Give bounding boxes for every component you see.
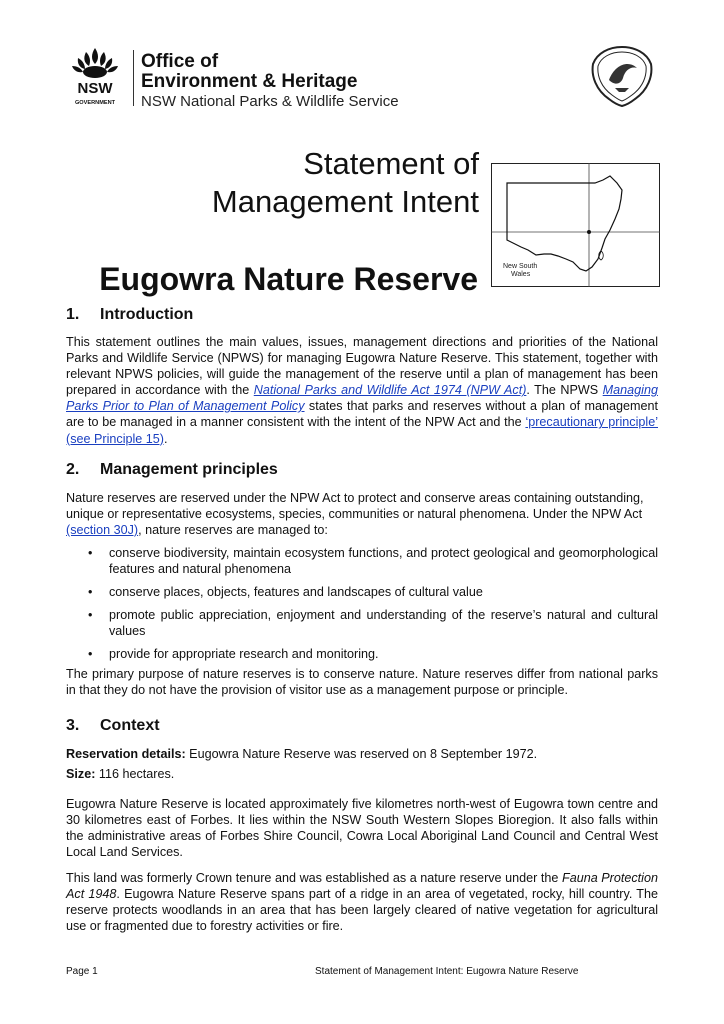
list-item: • conserve biodiversity, maintain ecosystem functions, and protect geological and geomorphological features and natural phenomena	[88, 546, 658, 577]
section-title: Context	[100, 717, 160, 734]
managing-parks-policy-link[interactable]: Managing Parks Prior to Plan of Management Policy	[66, 383, 658, 414]
npws-emblem-icon	[585, 44, 659, 108]
reserve-title: Eugowra Nature Reserve	[99, 261, 478, 297]
context-location-paragraph: Eugowra Nature Reserve is located approximately five kilometres north-west of Eugowra town centre and 30 kilometres east of Forbes. It lies within the NSW South Western Slopes Bioregion. It also falls within the administrative areas of Forbes Shire Council, Cowra Local Aboriginal Land Council and Central West Local Land Services.	[66, 797, 658, 860]
nsw-government-logo	[66, 44, 124, 108]
context-history-paragraph: This land was formerly Crown tenure and was established as a nature reserve under the Fauna Protection Act 1948. Eugowra Nature Reserve spans part of a ridge in an area of vegetated, rocky, hill country. The reserve protects woodlands in an area that has been largely cleared of native vegetation for agricultural use or fragmented due to forestry activities or fire.	[66, 871, 658, 934]
footer-document-title: Statement of Management Intent: Eugowra Nature Reserve	[315, 966, 579, 977]
section-heading-management-principles	[66, 460, 278, 480]
principles-paragraph: Nature reserves are reserved under the NPW Act to protect and conserve areas containing outstanding, unique or representative ecosystems, species, communities or natural phenomena. Under the NPW Act (section 30J), nature reserves are managed to:	[66, 491, 644, 538]
size-label: Size:	[66, 767, 96, 781]
svg-text:Wales: Wales	[511, 271, 531, 278]
introduction-paragraph: This statement outlines the main values, issues, management directions and priorities of the National Parks and Wildlife Service (NPWS) for managing Eugowra Nature Reserve. This statement, together with relevant NPWS policies, will guide the management of the reserve until a plan of management has been prepared in accordance with the National Parks and Wildlife Act 1974 (NPW Act). The NPWS Managing Parks Prior to Plan of Management Policy states that parks and reserves without a plan of management are to be managed in a manner consistent with the intent of the NPW Act and the ‘precautionary principle’ (see Principle 15).	[66, 335, 659, 446]
principles-purpose-paragraph: The primary purpose of nature reserves is to conserve nature. Nature reserves differ from national parks in that they do not have the provision of visitor use as a management purpose or principle.	[66, 667, 658, 698]
document-title-line2: Management Intent	[211, 184, 479, 219]
list-item: • provide for appropriate research and monitoring.	[88, 647, 379, 662]
fauna-act-reference: Fauna Protection Act 1948	[66, 871, 658, 902]
header-divider	[133, 50, 134, 106]
document-title-line1: Statement of	[303, 146, 479, 181]
precautionary-principle-link[interactable]: ‘precautionary principle’ (see Principle 15)	[66, 415, 658, 446]
principles-bullet-list	[88, 545, 658, 670]
section-title: Management principles	[100, 461, 278, 478]
bullet-icon: •	[88, 585, 93, 600]
svg-text:NSW: NSW	[77, 80, 113, 97]
list-item: • conserve places, objects, features and landscapes of cultural value	[88, 585, 483, 600]
org-name-line2: Environment & Heritage	[141, 71, 358, 92]
document-title	[212, 145, 479, 221]
reserve-size: Size: 116 hectares.	[66, 767, 175, 781]
bullet-icon: •	[88, 647, 93, 662]
section-title: Introduction	[100, 306, 194, 323]
npws-seal	[585, 44, 659, 108]
list-item: • promote public appreciation, enjoyment and understanding of the reserve’s natural and cultural values	[88, 608, 658, 639]
bullet-icon: •	[88, 546, 93, 560]
reservation-details: Reservation details: Eugowra Nature Reserve was reserved on 8 September 1972.	[66, 747, 538, 761]
reservation-label: Reservation details:	[66, 747, 186, 761]
section-30j-link[interactable]: (section 30J)	[66, 523, 139, 538]
section-number: 2.	[66, 461, 80, 478]
bullet-icon: •	[88, 608, 93, 623]
footer-page-number: Page 1	[66, 966, 98, 977]
org-name-line3: NSW National Parks & Wildlife Service	[141, 93, 399, 110]
waratah-icon	[66, 44, 124, 108]
section-number: 3.	[66, 717, 80, 734]
location-map	[491, 163, 660, 287]
svg-text:New South: New South	[503, 263, 538, 270]
svg-text:GOVERNMENT: GOVERNMENT	[74, 100, 116, 106]
section-heading-introduction	[66, 305, 193, 325]
section-number: 1.	[66, 306, 80, 323]
section-heading-context	[66, 716, 160, 736]
org-name-line1: Office of	[141, 51, 219, 72]
npw-act-link[interactable]: National Parks and Wildlife Act 1974 (NPW Act)	[253, 383, 527, 398]
nsw-map-graphic	[491, 163, 660, 287]
